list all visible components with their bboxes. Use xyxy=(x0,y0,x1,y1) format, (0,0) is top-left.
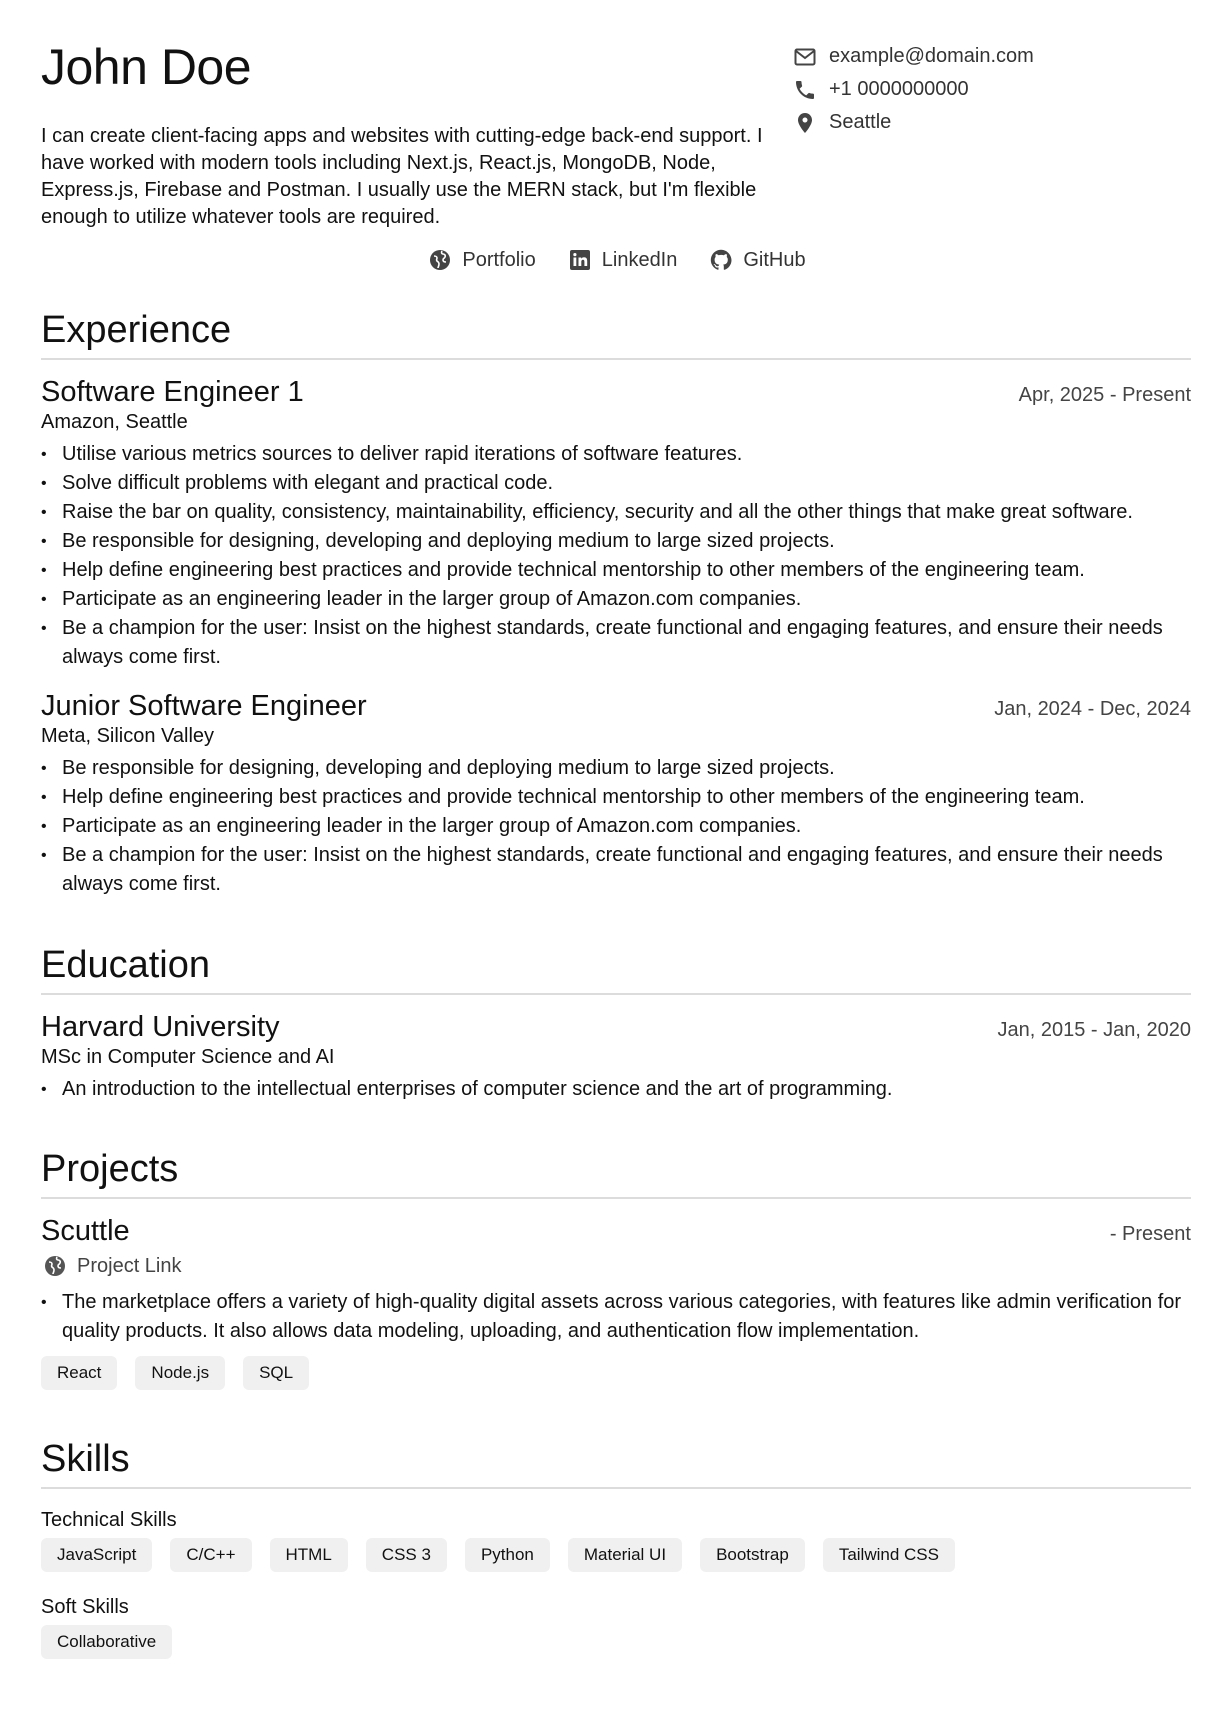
linkedin-label: LinkedIn xyxy=(601,248,678,271)
globe-icon xyxy=(41,1252,69,1280)
bullet-item: • Help define engineering best practices and provide technical mentorship to other members of the engineering team. xyxy=(41,783,1191,812)
project-bullets xyxy=(41,1288,1191,1346)
tag-chip: SQL xyxy=(243,1356,309,1390)
soft-skills-label: Soft Skills xyxy=(41,1596,129,1618)
school-name: Harvard University xyxy=(41,1011,280,1043)
github-icon xyxy=(707,246,735,274)
job-date: Jan, 2024 - Dec, 2024 xyxy=(994,698,1191,720)
resume-page xyxy=(41,0,1191,1651)
education-entry xyxy=(41,1011,1191,1104)
contact-phone[interactable] xyxy=(791,73,1034,106)
tag-chip: React xyxy=(41,1356,117,1390)
bullet-item: • Utilise various metrics sources to deliver rapid iterations of software features. xyxy=(41,440,1191,469)
email-text: example@domain.com xyxy=(829,45,1034,67)
degree: MSc in Computer Science and AI xyxy=(41,1046,335,1068)
skill-chip: Bootstrap xyxy=(700,1538,805,1572)
bullet-item: • The marketplace offers a variety of high-quality digital assets across various categories, with features like admin verification for quality products. It also allows data modeling, uploading, and authentication flow implementation. xyxy=(41,1288,1191,1346)
bullet-item: • Raise the bar on quality, consistency, maintainability, efficiency, security and all the other things that make great software. xyxy=(41,498,1191,527)
technical-skills-label: Technical Skills xyxy=(41,1509,177,1531)
skills-section xyxy=(41,1438,1191,1659)
projects-section xyxy=(41,1148,1191,1390)
mail-icon xyxy=(791,43,819,71)
bullet-item: • An introduction to the intellectual enterprises of computer science and the art of programming. xyxy=(41,1075,1191,1104)
education-heading: Education xyxy=(41,944,1191,995)
skill-chip: Tailwind CSS xyxy=(823,1538,955,1572)
portfolio-link[interactable] xyxy=(426,246,535,274)
globe-icon xyxy=(426,246,454,274)
project-tags xyxy=(41,1356,1191,1390)
project-link[interactable] xyxy=(41,1252,1191,1280)
location-pin-icon xyxy=(791,109,819,137)
linkedin-icon xyxy=(566,246,594,274)
skills-heading: Skills xyxy=(41,1438,1191,1489)
education-bullets xyxy=(41,1075,1191,1104)
skill-chip: Python xyxy=(465,1538,550,1572)
bullet-item: • Be a champion for the user: Insist on the highest standards, create functional and engaging features, and ensure their needs always come first. xyxy=(41,841,1191,899)
skill-chip: CSS 3 xyxy=(366,1538,447,1572)
github-label: GitHub xyxy=(743,248,806,271)
project-name: Scuttle xyxy=(41,1215,130,1247)
education-section xyxy=(41,944,1191,1104)
resume-header xyxy=(41,0,1191,290)
bullet-item: • Be a champion for the user: Insist on the highest standards, create functional and engaging features, and ensure their needs always come first. xyxy=(41,614,1191,672)
location-text: Seattle xyxy=(829,111,892,133)
technical-skills-tags xyxy=(41,1538,1191,1572)
bullet-item: • Participate as an engineering leader in the larger group of Amazon.com companies. xyxy=(41,585,1191,614)
project-link-label: Project Link xyxy=(77,1254,182,1277)
experience-entry xyxy=(41,690,1191,899)
projects-heading: Projects xyxy=(41,1148,1191,1199)
project-entry xyxy=(41,1215,1191,1390)
project-date: - Present xyxy=(1109,1223,1191,1245)
job-company: Meta, Silicon Valley xyxy=(41,725,215,747)
tag-chip: Node.js xyxy=(135,1356,225,1390)
job-bullets xyxy=(41,440,1191,672)
job-title: Software Engineer 1 xyxy=(41,376,304,408)
job-bullets xyxy=(41,754,1191,899)
candidate-name: John Doe xyxy=(41,39,252,95)
job-date: Apr, 2025 - Present xyxy=(1018,384,1191,406)
skill-chip: JavaScript xyxy=(41,1538,152,1572)
phone-text: +1 0000000000 xyxy=(829,78,969,100)
job-title: Junior Software Engineer xyxy=(41,690,367,722)
soft-skills-tags xyxy=(41,1625,1191,1659)
bullet-item: • Be responsible for designing, developing and deploying medium to large sized projects. xyxy=(41,754,1191,783)
bullet-item: • Participate as an engineering leader in the larger group of Amazon.com companies. xyxy=(41,812,1191,841)
bullet-item: • Help define engineering best practices and provide technical mentorship to other members of the engineering team. xyxy=(41,556,1191,585)
profile-links xyxy=(41,246,1191,274)
skill-chip: C/C++ xyxy=(170,1538,251,1572)
bullet-item: • Be responsible for designing, developing and deploying medium to large sized projects. xyxy=(41,527,1191,556)
job-company: Amazon, Seattle xyxy=(41,411,188,433)
skill-chip: Collaborative xyxy=(41,1625,172,1659)
contact-email[interactable] xyxy=(791,40,1034,73)
skill-chip: HTML xyxy=(270,1538,348,1572)
experience-heading: Experience xyxy=(41,309,1191,360)
portfolio-label: Portfolio xyxy=(462,248,536,271)
experience-section xyxy=(41,309,1191,899)
education-date: Jan, 2015 - Jan, 2020 xyxy=(997,1019,1191,1041)
skill-chip: Material UI xyxy=(568,1538,682,1572)
github-link[interactable] xyxy=(707,246,805,274)
experience-entry xyxy=(41,376,1191,672)
profile-summary: I can create client-facing apps and websites with cutting-edge back-end support. I have worked with modern tools including Next.js, React.js, MongoDB, Node, Express.js, Firebase and Postman. I usually use the MERN stack, but I'm flexible enough to utilize whatever tools are required. xyxy=(41,125,763,228)
contact-info xyxy=(791,40,1034,139)
phone-icon xyxy=(791,76,819,104)
bullet-item: • Solve difficult problems with elegant and practical code. xyxy=(41,469,1191,498)
contact-location xyxy=(791,106,1034,139)
linkedin-link[interactable] xyxy=(566,246,678,274)
